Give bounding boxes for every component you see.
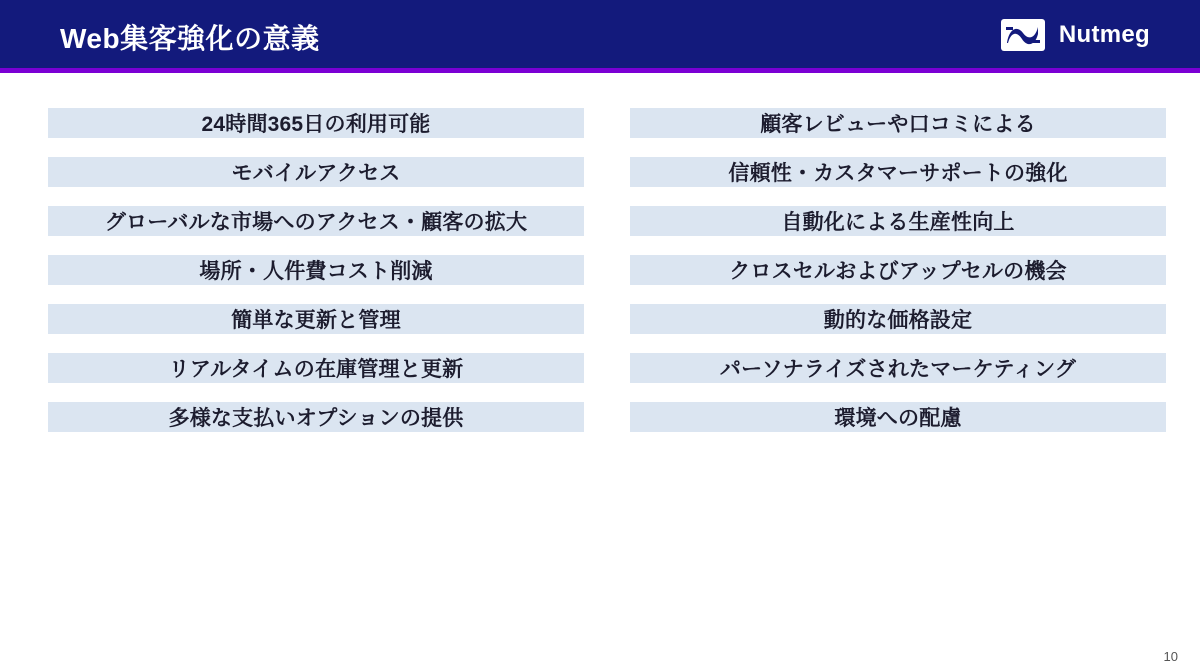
list-item <box>630 255 1166 285</box>
list-item-label: 信頼性・カスタマーサポートの強化 <box>728 162 1068 185</box>
list-item-label: 顧客レビューや口コミによる <box>760 113 1036 136</box>
brand-name: Nutmeg <box>1058 21 1150 48</box>
list-item <box>48 108 584 138</box>
list-item <box>630 304 1166 334</box>
nutmeg-logo-icon <box>1001 19 1045 51</box>
header-accent-bar <box>0 68 1200 73</box>
list-item <box>630 353 1166 383</box>
list-item-label: 24時間365日の利用可能 <box>201 113 431 136</box>
list-item-label: 自動化による生産性向上 <box>781 211 1015 234</box>
list-item <box>630 206 1166 236</box>
list-item-label: モバイルアクセス <box>231 162 401 185</box>
list-item-label: クロスセルおよびアップセルの機会 <box>729 260 1067 283</box>
list-item <box>630 402 1166 432</box>
list-item <box>48 206 584 236</box>
list-item <box>48 255 584 285</box>
brand-logo <box>1001 16 1150 54</box>
list-item <box>48 304 584 334</box>
list-item <box>48 157 584 187</box>
page-number: 10 <box>1163 649 1178 664</box>
list-item-label: リアルタイムの在庫管理と更新 <box>168 358 464 381</box>
list-item-label: グローバルな市場へのアクセス・顧客の拡大 <box>104 211 528 234</box>
benefits-grid <box>48 108 1166 624</box>
list-item-label: 場所・人件費コスト削減 <box>199 260 433 283</box>
list-item-label: 簡単な更新と管理 <box>231 309 401 332</box>
list-item <box>48 353 584 383</box>
benefits-right-column <box>630 108 1166 430</box>
list-item-label: パーソナライズされたマーケティング <box>719 358 1077 381</box>
benefits-left-column <box>48 108 584 430</box>
list-item <box>630 157 1166 187</box>
list-item-label: 環境への配慮 <box>834 407 962 430</box>
list-item <box>630 108 1166 138</box>
list-item-label: 動的な価格設定 <box>823 309 973 332</box>
list-item-label: 多様な支払いオプションの提供 <box>168 407 464 430</box>
page-title: Web集客強化の意義 <box>60 23 320 54</box>
list-item <box>48 402 584 432</box>
